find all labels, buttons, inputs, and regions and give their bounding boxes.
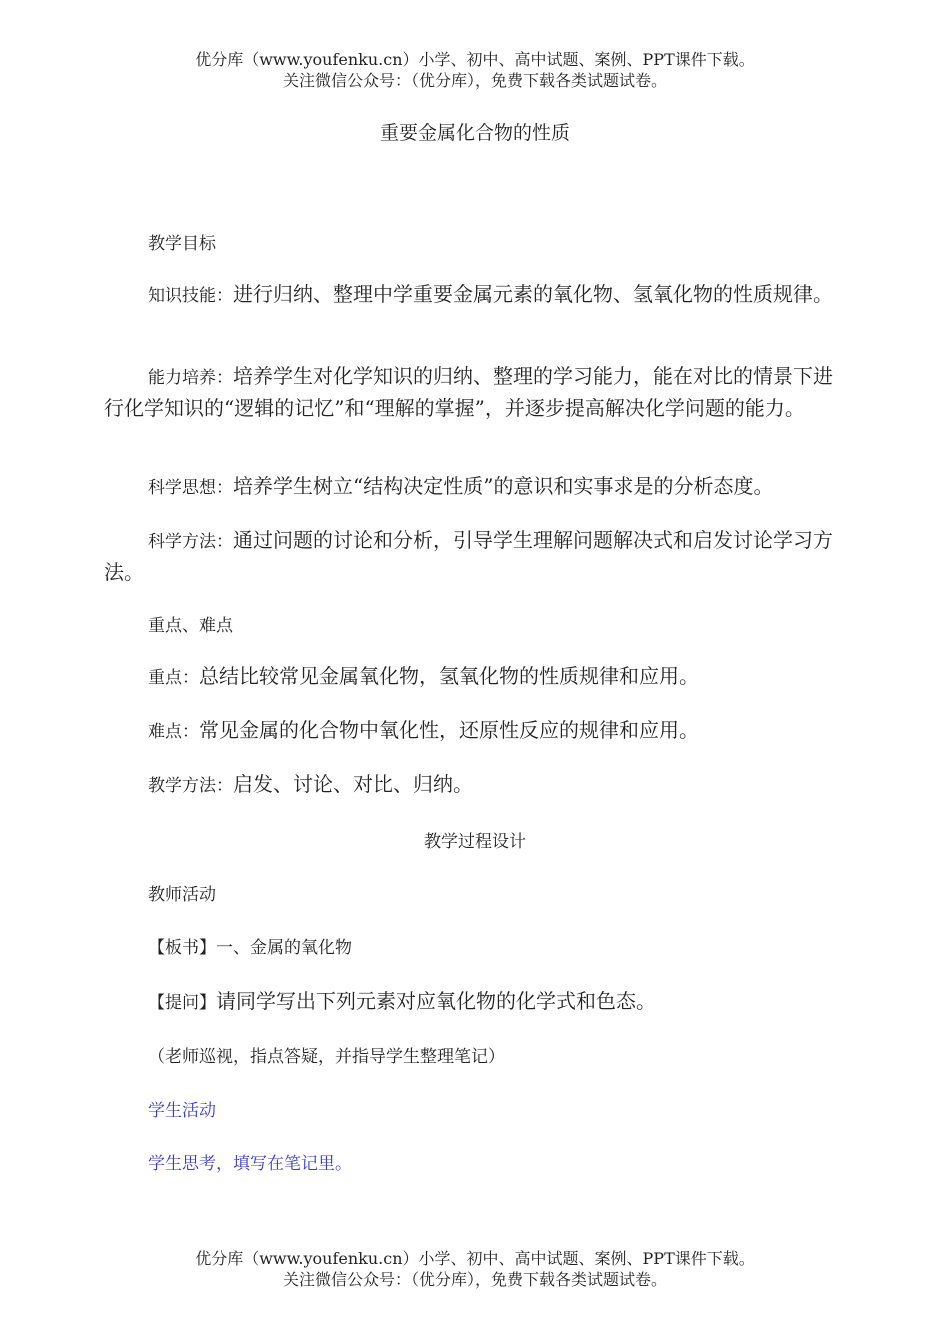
header-line-2: 关注微信公众号：（优分库），免费下载各类试题试卷。 [282,71,667,90]
student-activity-text: 学生思考，填写在笔记里。 [148,1154,352,1174]
footer-line-2: 关注微信公众号：（优分库），免费下载各类试题试卷。 [282,1270,667,1289]
board-text: 一、金属的氧化物 [216,938,352,958]
objective-label: 科学方法： [148,532,233,552]
objective-label: 科学思想： [148,478,233,498]
objective-ability [104,361,844,423]
keypoint-label: 难点： [148,722,199,742]
keypoint-focus [104,661,844,693]
keypoint-text: 常见金属的化合物中氧化性，还原性反应的规律和应用。 [199,718,699,742]
objective-label: 能力培养： [148,368,233,388]
objective-text: 通过问题的讨论和分析，引导学生理解问题解决式和启发讨论学习方法。 [104,528,833,584]
keypoint-difficulty [104,715,844,747]
objective-method [104,525,844,587]
question-text: 请同学写出下列元素对应氧化物的化学式和色态。 [216,989,656,1013]
footer-line-1: 优分库（www.youfenku.cn）小学、初中、高中试题、案例、PPT课件下载。 [195,1249,755,1268]
objective-text: 培养学生树立“结构决定性质”的意识和实事求是的分析态度。 [233,474,774,498]
teacher-question [148,985,656,1014]
teacher-activity-heading: 教师活动 [148,885,216,905]
student-activity-heading: 学生活动 [148,1101,216,1121]
objective-text: 培养学生对化学知识的归纳、整理的学习能力，能在对比的情景下进行化学知识的“逻辑的记忆”和“理解的掌握”，并逐步提高解决化学问题的能力。 [104,364,833,420]
objectives-heading: 教学目标 [148,234,216,254]
objective-text: 进行归纳、整理中学重要金属元素的氧化物、氢氧化物的性质规律。 [233,282,833,306]
board-label: 【板书】 [148,938,216,958]
keypoints-heading: 重点、难点 [148,616,233,636]
objective-knowledge [104,279,844,311]
keypoint-label: 重点： [148,668,199,688]
teacher-note: （老师巡视，指点答疑，并指导学生整理笔记） [148,1047,505,1067]
header-line-1: 优分库（www.youfenku.cn）小学、初中、高中试题、案例、PPT课件下载。 [195,50,755,69]
teaching-method [104,769,844,801]
keypoint-text: 总结比较常见金属氧化物，氢氧化物的性质规律和应用。 [199,664,699,688]
process-heading: 教学过程设计 [424,832,526,852]
keypoint-text: 启发、讨论、对比、归纳。 [233,772,473,796]
page-title: 重要金属化合物的性质 [379,122,570,144]
question-label: 【提问】 [148,993,216,1013]
keypoint-label: 教学方法： [148,776,233,796]
objective-thinking [104,471,844,503]
objective-label: 知识技能： [148,286,233,306]
board-writing [148,933,352,958]
